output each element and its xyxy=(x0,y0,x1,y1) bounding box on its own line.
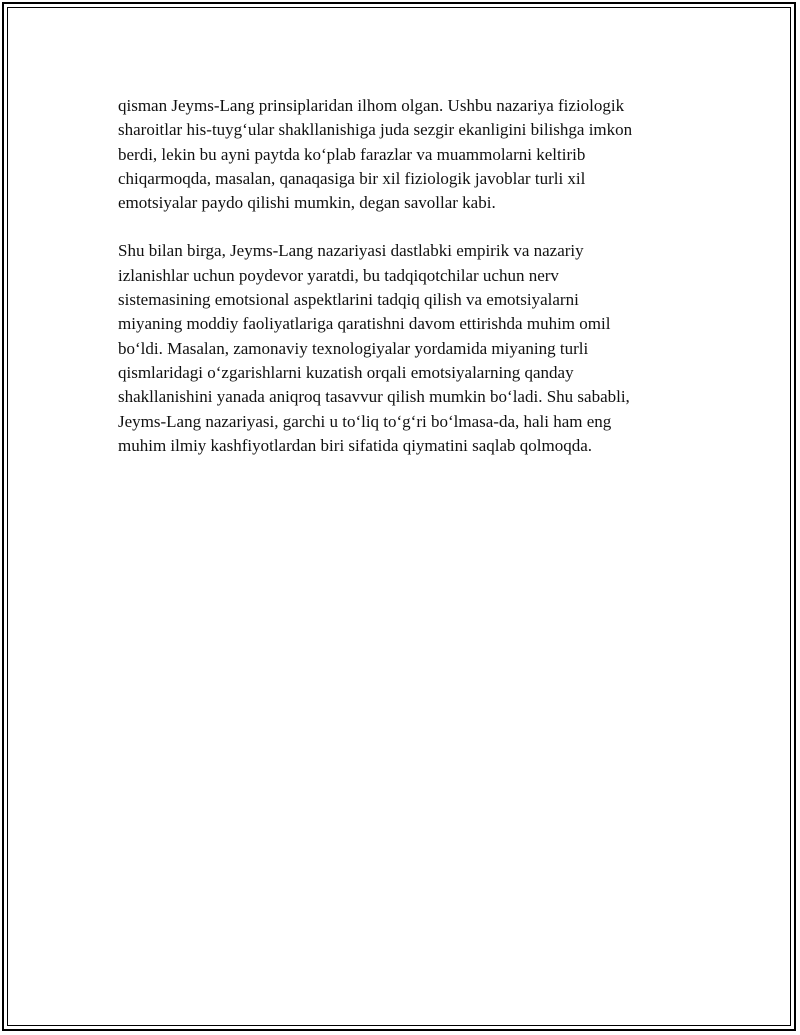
paragraph-2: Shu bilan birga, Jeyms-Lang nazariyasi dastlabki empirik va nazariy izlanishlar uchun poydevor yaratdi, bu tadqiqotchilar uchun nerv sistemasining emotsional aspektlarini tadqiq qilish va emotsiyalarni miyaning moddiy faoliyatlariga qaratishni davom ettirishda muhim omil bo‘ldi. Masalan, zamonaviy texnologiyalar yordamida miyaning turli qismlaridagi o‘zgarishlarni kuzatish orqali emotsiyalarning qanday shakllanishini yanada aniqroq tasavvur qilish mumkin bo‘ladi. Shu sababli, Jeyms-Lang nazariyasi, garchi u to‘liq to‘g‘ri bo‘lmasa-da, hali ham eng muhim ilmiy kashfiyotlardan biri sifatida qiymatini saqlab qolmoqda. xyxy=(118,241,630,455)
document-body xyxy=(118,94,678,482)
paragraph-1: qisman Jeyms-Lang prinsiplaridan ilhom olgan. Ushbu nazariya fiziologik sharoitlar his-tuyg‘ular shakllanishiga juda sezgir ekanligini bilishga imkon berdi, lekin bu ayni paytda ko‘plab farazlar va muammolarni keltirib chiqarmoqda, masalan, qanaqasiga bir xil fiziologik javoblar turli xil emotsiyalar paydo qilishi mumkin, degan savollar kabi. xyxy=(118,96,633,213)
